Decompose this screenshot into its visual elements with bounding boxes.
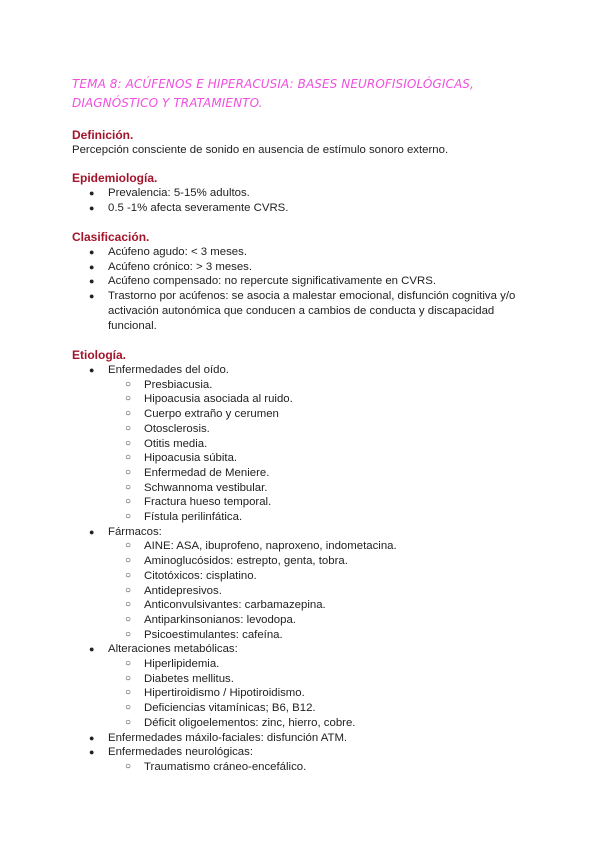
heading-definicion: Definición.	[72, 128, 134, 142]
bullet-circle-icon: ○	[125, 628, 132, 640]
bullet-dot-icon: ●	[89, 644, 95, 655]
sublist-item: ○ Otitis media.	[125, 437, 208, 450]
bullet-circle-icon: ○	[125, 496, 132, 508]
bullet-circle-icon: ○	[125, 452, 132, 464]
bullet-circle-icon: ○	[125, 466, 132, 478]
sublist-item: ○ Anticonvulsivantes: carbamazepina.	[125, 599, 326, 612]
sublist-item: ○ Citotóxicos: cisplatino.	[125, 569, 257, 582]
list-item: ● Enfermedades neurológicas:	[89, 746, 254, 759]
heading-clasificacion: Clasificación.	[72, 230, 150, 244]
bullet-circle-icon: ○	[125, 437, 132, 449]
sublist-item: ○ Otosclerosis.	[125, 422, 210, 435]
bullet-circle-icon: ○	[125, 555, 132, 567]
bullet-circle-icon: ○	[125, 716, 132, 728]
sublist-item: ○ Fractura hueso temporal.	[125, 496, 272, 509]
sublist-item: ○ Hiperlipidemia.	[125, 658, 220, 671]
heading-etiologia: Etiología.	[72, 348, 126, 362]
sublist-item: ○ Déficit oligoelementos: zinc, hierro, cobre.	[125, 716, 356, 729]
sublist-item: ○ Hipoacusia asociada al ruido.	[125, 393, 293, 406]
clasificacion-list	[0, 245, 600, 333]
sublist-item: ○ Antiparkinsonianos: levodopa.	[125, 613, 296, 626]
bullet-circle-icon: ○	[125, 481, 132, 493]
sublist-item: ○ Hipoacusia súbita.	[125, 452, 238, 465]
sublist-item: ○ Cuerpo extraño y cerumen	[125, 408, 279, 421]
sublist-item: ○ Enfermedad de Meniere.	[125, 466, 270, 479]
bullet-circle-icon: ○	[125, 613, 132, 625]
sublist-item: ○ AINE: ASA, ibuprofeno, naproxeno, indometacina.	[125, 540, 397, 553]
bullet-dot-icon: ●	[89, 365, 95, 375]
bullet-dot-icon: ●	[89, 526, 95, 537]
bullet-circle-icon: ○	[125, 702, 132, 714]
heading-epidemiologia: Epidemiología.	[72, 171, 158, 185]
list-item: ● Acúfeno compensado: no repercute significativamente en CVRS.	[89, 275, 436, 288]
bullet-circle-icon: ○	[125, 422, 132, 434]
bullet-circle-icon: ○	[125, 569, 132, 581]
bullet-dot-icon: ●	[89, 276, 95, 287]
list-item: ● Acúfeno crónico: > 3 meses.	[89, 260, 253, 273]
bullet-circle-icon: ○	[125, 540, 132, 552]
bullet-circle-icon: ○	[125, 760, 132, 772]
bullet-circle-icon: ○	[125, 658, 132, 670]
sublist-item: ○ Psicoestimulantes: cafeína.	[125, 628, 283, 641]
bullet-dot-icon: ●	[89, 747, 95, 758]
bullet-circle-icon: ○	[125, 511, 132, 523]
sublist-item: ○ Antidepresivos.	[125, 584, 222, 597]
list-item: ● Alteraciones metabólicas:	[89, 643, 238, 656]
sublist-item: ○ Aminoglucósidos: estrepto, genta, tobra.	[125, 555, 348, 568]
list-item: ● 0.5 -1% afecta severamente CVRS.	[89, 201, 289, 214]
list-item: ● Enfermedades del oído.	[89, 364, 229, 376]
bullet-circle-icon: ○	[125, 408, 132, 420]
bullet-circle-icon: ○	[125, 687, 132, 699]
sublist-item: ○ Hipertiroidismo / Hipotiroidismo.	[125, 687, 305, 700]
sublist-item: ○ Deficiencias vitamínicas; B6, B12.	[125, 702, 316, 715]
bullet-dot-icon: ●	[89, 261, 95, 272]
epidemiologia-list	[0, 186, 600, 215]
bullet-circle-icon: ○	[125, 599, 132, 611]
bullet-circle-icon: ○	[125, 672, 132, 684]
bullet-dot-icon: ●	[89, 202, 95, 213]
list-item: ● Enfermedades máxilo-faciales: disfunción ATM.	[89, 731, 348, 744]
sublist-item: ○ Diabetes mellitus.	[125, 672, 234, 685]
bullet-circle-icon: ○	[125, 378, 132, 390]
bullet-dot-icon: ●	[89, 247, 95, 257]
sublist-item: ○ Presbiacusia.	[125, 378, 213, 391]
sublist-item: ○ Traumatismo cráneo-encefálico.	[125, 760, 307, 773]
bullet-dot-icon: ●	[89, 732, 95, 743]
list-item: ● Acúfeno agudo: < 3 meses.	[89, 246, 247, 258]
document-title: TEMA 8: ACÚFENOS E HIPERACUSIA: BASES NEUROFISIOLÓGICAS, DIAGNÓSTICO Y TRATAMIENTO.	[72, 77, 474, 110]
list-item: ● Prevalencia: 5-15% adultos.	[89, 187, 250, 199]
etiologia-list	[0, 363, 600, 775]
bullet-circle-icon: ○	[125, 584, 132, 596]
list-item: ● Trastorno por acúfenos: se asocia a malestar emocional, disfunción cognitiva y/o activación autonómica que conducen a cambios de conducta y discapacidad funcional.	[89, 290, 516, 332]
sublist-item: ○ Schwannoma vestibular.	[125, 481, 268, 494]
bullet-circle-icon: ○	[125, 393, 132, 405]
bullet-dot-icon: ●	[89, 188, 95, 198]
sublist-item: ○ Fístula perilinfática.	[125, 511, 243, 524]
definicion-text: Percepción consciente de sonido en ausencia de estímulo sonoro externo.	[72, 144, 449, 156]
list-item: ● Fármacos:	[89, 525, 162, 538]
bullet-dot-icon: ●	[89, 291, 95, 302]
